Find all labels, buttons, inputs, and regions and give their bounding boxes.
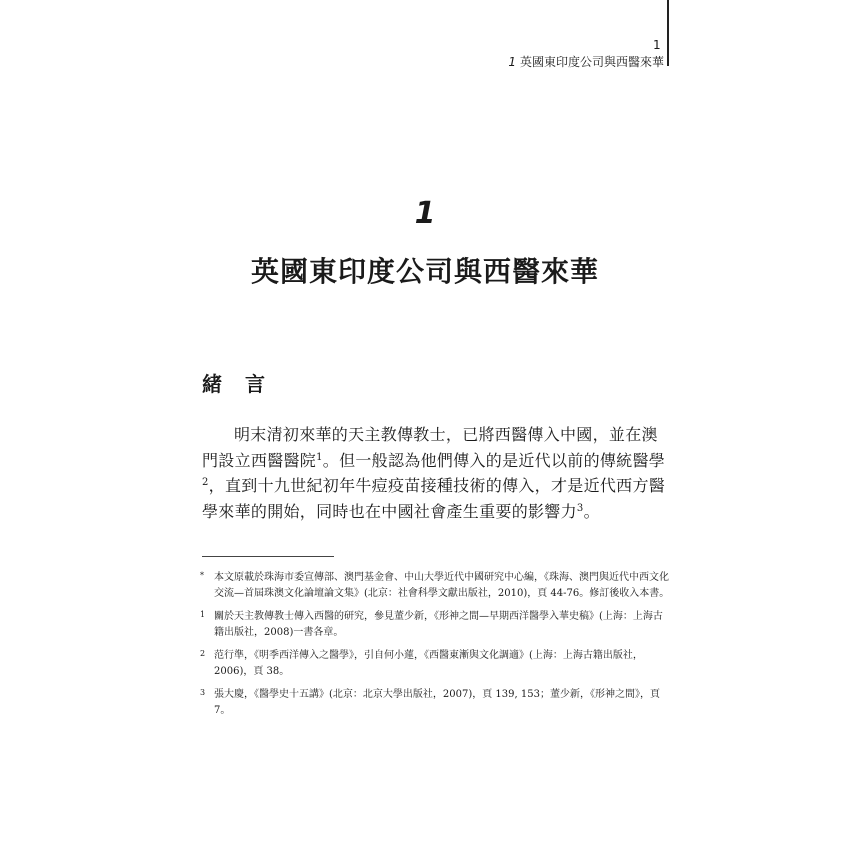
running-head [508, 53, 664, 70]
body-text-run: ，直到十九世紀初年牛痘疫苗接種技術的傳入，才是近代西方醫學來華的開始，同時也在中國社會產生重要的影響力 [202, 476, 666, 521]
chapter-number: 1 [414, 196, 436, 231]
running-head-title: 英國東印度公司與西醫來華 [519, 55, 664, 69]
header-vertical-rule [667, 0, 669, 66]
body-text-run: 。但一般認為他們傳入的是近代以前的傳統醫學 [322, 450, 666, 470]
footnote-text: 張大慶，《醫學史十五講》(北京：北京大學出版社，2007)，頁 139, 153；董少新，《形神之間》，頁 7。 [214, 689, 660, 716]
page-number: 1 [653, 38, 661, 52]
footnote [200, 687, 670, 719]
body-text-run: 明末清初來華的天主教傳教士，已將西醫傳入中國，並在澳門設立西醫醫院 [202, 425, 658, 470]
footnote-mark: 1 [200, 610, 206, 619]
footnote [200, 570, 670, 602]
footnote-mark: * [200, 571, 204, 580]
footnote-ref: 1 [316, 451, 323, 463]
footnote-separator [202, 556, 334, 557]
body-paragraph [202, 422, 672, 524]
running-head-chapter-number: 1 [508, 55, 516, 69]
section-heading: 緒 言 [202, 372, 273, 396]
footnote-text: 本文原載於珠海市委宣傳部、澳門基金會、中山大學近代中國研究中心編，《珠海、澳門與近代中西文化交流—首屆珠澳文化論壇論文集》(北京：社會科學文獻出版社，2010)，頁 44-76。修訂後收入本書。 [214, 572, 670, 599]
footnote-text: 范行準，《明季西洋傳入之醫學》，引自何小蓮，《西醫東漸與文化調適》(上海：上海古籍出版社，2006)，頁 38。 [214, 650, 643, 677]
footnotes [200, 570, 670, 726]
body-text-run: 。 [583, 501, 600, 521]
footnote-text: 關於天主教傳教士傳入西醫的研究，參見董少新，《形神之間—早期西洋醫學入華史稿》(上海：上海古籍出版社，2008)一書各章。 [214, 611, 663, 638]
footnote [200, 648, 670, 680]
footnote-mark: 2 [200, 649, 206, 658]
footnote-mark: 3 [200, 688, 206, 697]
footnote-ref: 3 [576, 502, 584, 514]
chapter-title: 英國東印度公司與西醫來華 [250, 255, 599, 288]
footnote [200, 609, 670, 641]
footnote-ref: 2 [202, 477, 209, 488]
